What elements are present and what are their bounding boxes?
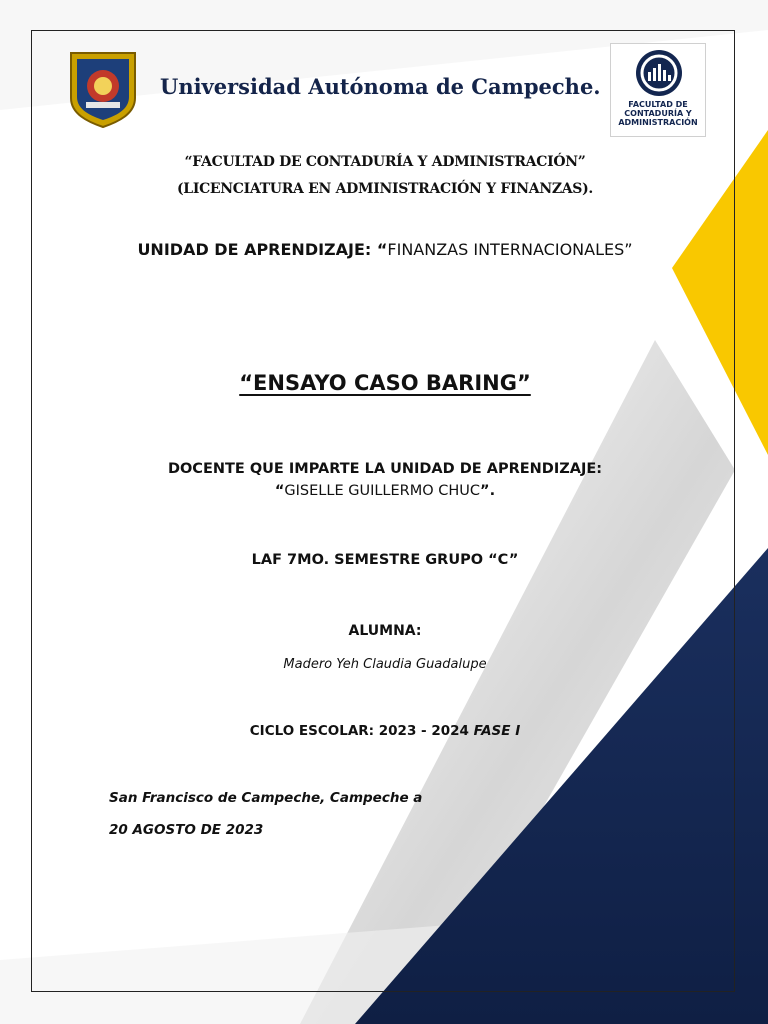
group: LAF 7MO. SEMESTRE GRUPO “C”	[251, 552, 519, 568]
date: 20 AGOSTO DE 2023	[109, 822, 264, 838]
school-cycle	[80, 723, 690, 739]
university-seal	[68, 50, 138, 128]
teacher-close: ”.	[480, 483, 496, 499]
learning-unit	[130, 238, 640, 261]
teacher-name: GISELLE GUILLERMO CHUC	[284, 483, 481, 499]
page-border	[31, 30, 735, 992]
learning-unit-value: FINANZAS INTERNACIONALES”	[387, 240, 633, 259]
student-name: Madero Yeh Claudia Guadalupe	[283, 657, 487, 672]
student-label: ALUMNA:	[348, 623, 422, 639]
faculty-logo	[610, 43, 706, 137]
school-cycle-label: CICLO ESCOLAR: 2023 - 2024	[249, 723, 474, 739]
essay-title	[100, 371, 670, 395]
faculty-name: “FACULTAD DE CONTADURÍA Y ADMINISTRACIÓN”	[184, 154, 586, 170]
school-cycle-phase: FASE I	[473, 723, 521, 739]
essay-title-text: “ENSAYO CASO BARING”	[239, 371, 531, 395]
teacher-open-quote: “	[274, 483, 285, 499]
place: San Francisco de Campeche, Campeche a	[109, 790, 423, 806]
teacher-label: DOCENTE QUE IMPARTE LA UNIDAD DE APRENDIZAJE:	[167, 461, 603, 477]
university-name: Universidad Autónoma de Campeche.	[160, 74, 601, 99]
degree-name: (LICENCIATURA EN ADMINISTRACIÓN Y FINANZAS).	[176, 181, 594, 197]
faculty-emblem-icon	[634, 48, 684, 98]
faculty-logo-line1: FACULTAD DE	[628, 100, 688, 109]
faculty-logo-line3: ADMINISTRACIÓN	[618, 118, 698, 127]
faculty-logo-line2: CONTADURÍA Y	[624, 109, 692, 118]
teacher-block	[80, 458, 690, 502]
learning-unit-label: UNIDAD DE APRENDIZAJE: “	[137, 240, 388, 259]
